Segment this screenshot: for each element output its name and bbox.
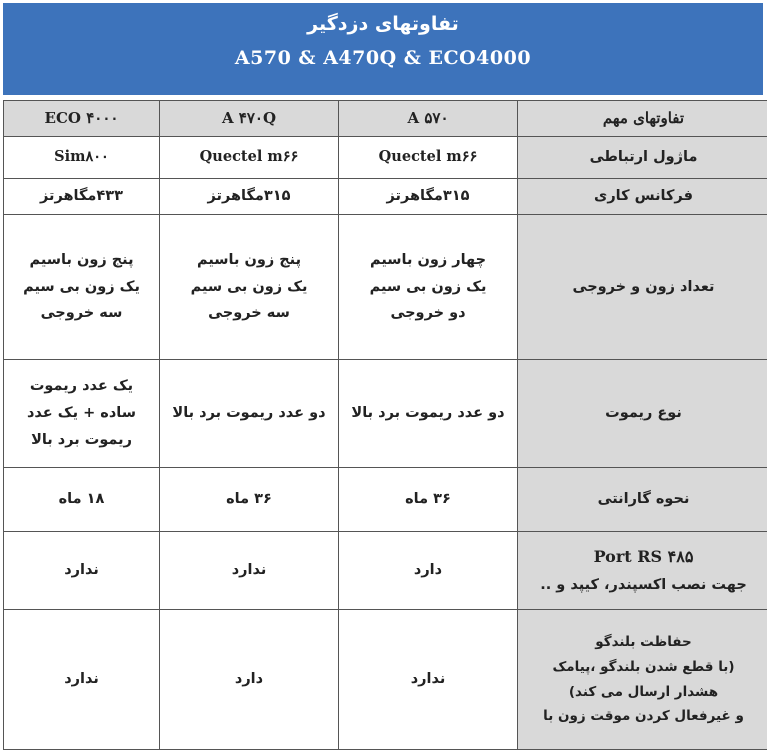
cell-zones-a570: چهار زون باسیم یک زون بی سیم دو خروجی	[339, 215, 518, 360]
cell-module-a570: Quectel m۶۶	[339, 137, 518, 179]
table-row	[4, 610, 767, 750]
cell-frequency-eco: ۴۳۳مگاهرتز	[4, 179, 160, 215]
row-label-zones: تعداد زون و خروجی	[518, 215, 767, 360]
cell-module-a470q: Quectel m۶۶	[160, 137, 339, 179]
row-label-module: ماژول ارتباطی	[518, 137, 767, 179]
cell-warranty-eco: ۱۸ ماه	[4, 468, 160, 532]
row-label-warranty: نحوه گارانتی	[518, 468, 767, 532]
column-header-differences: تفاوتهای مهم	[518, 101, 767, 137]
cell-siren-eco: ندارد	[4, 610, 160, 750]
cell-warranty-a470q: ۳۶ ماه	[160, 468, 339, 532]
row-label-siren: حفاظت بلندگو (با قطع شدن بلندگو ،پیامک هشدار ارسال می کند) و غیرفعال کردن موقت زون با	[518, 610, 767, 750]
table-row	[4, 468, 767, 532]
cell-module-eco: Sim۸۰۰	[4, 137, 160, 179]
cell-siren-a470q: دارد	[160, 610, 339, 750]
table-row	[4, 215, 767, 360]
cell-rs485-a470q: ندارد	[160, 532, 339, 610]
table-row	[4, 179, 767, 215]
row-label-rs485: Port RS ۴۸۵ جهت نصب اکسپندر، کیپد و ..	[518, 532, 767, 610]
row-label-remote: نوع ریموت	[518, 360, 767, 468]
models-subtitle: A570 & A470Q & ECO4000	[234, 47, 532, 69]
cell-warranty-a570: ۳۶ ماه	[339, 468, 518, 532]
title-banner	[3, 3, 763, 95]
cell-frequency-a570: ۳۱۵مگاهرتز	[339, 179, 518, 215]
cell-zones-eco: پنج زون باسیم یک زون بی سیم سه خروجی	[4, 215, 160, 360]
cell-rs485-a570: دارد	[339, 532, 518, 610]
page-title: تفاوتهای دزدگیر	[307, 13, 459, 35]
column-header-a470q: A ۴۷۰Q	[160, 101, 339, 137]
table-header-row	[4, 101, 767, 137]
cell-remote-a470q: دو عدد ریموت برد بالا	[160, 360, 339, 468]
table-row	[4, 532, 767, 610]
column-header-eco4000: ECO ۴۰۰۰	[4, 101, 160, 137]
table-row	[4, 137, 767, 179]
table-row	[4, 360, 767, 468]
column-header-a570: A ۵۷۰	[339, 101, 518, 137]
cell-frequency-a470q: ۳۱۵مگاهرتز	[160, 179, 339, 215]
comparison-table	[3, 100, 767, 750]
cell-remote-a570: دو عدد ریموت برد بالا	[339, 360, 518, 468]
row-label-frequency: فرکانس کاری	[518, 179, 767, 215]
cell-remote-eco: یک عدد ریموت ساده + یک عدد ریموت برد بالا	[4, 360, 160, 468]
cell-siren-a570: ندارد	[339, 610, 518, 750]
cell-zones-a470q: پنج زون باسیم یک زون بی سیم سه خروجی	[160, 215, 339, 360]
cell-rs485-eco: ندارد	[4, 532, 160, 610]
